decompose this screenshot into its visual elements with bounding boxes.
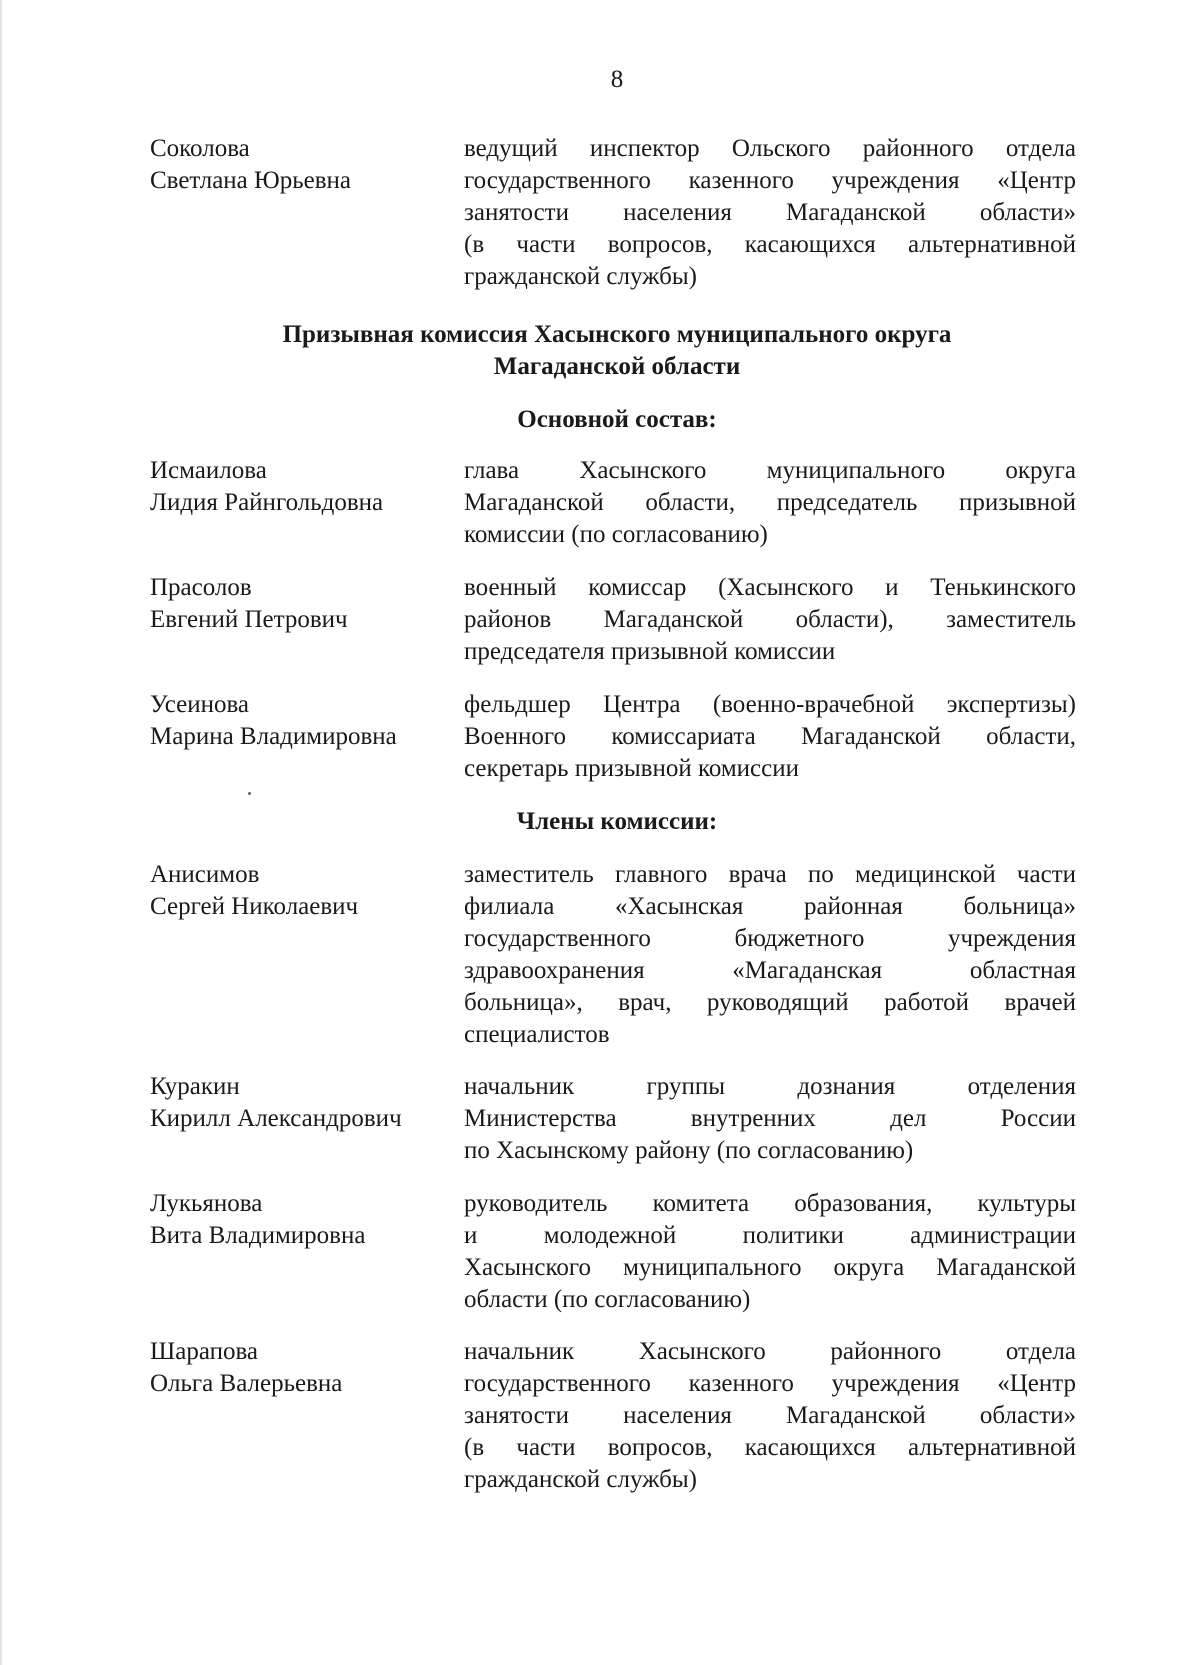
position-line: области (по согласованию) [464, 1286, 751, 1313]
member-name [150, 1336, 440, 1400]
member-position [464, 455, 1076, 551]
given-names: Ольга Валерьевна [150, 1370, 343, 1397]
member-name [150, 572, 440, 636]
given-names: Лидия Райнгольдовна [150, 489, 384, 516]
position-line: Министерства внутренних дел России [464, 1105, 1076, 1132]
position-line: специалистов [464, 1021, 610, 1048]
given-names: Евгений Петрович [150, 606, 348, 633]
given-names: Кирилл Александрович [150, 1105, 402, 1132]
surname: Куракин [150, 1073, 240, 1100]
position-line: руководитель комитета образования, культуры [464, 1190, 1076, 1217]
members-section-heading: Члены комиссии: [516, 808, 718, 835]
position-line: начальник Хасынского районного отдела [464, 1338, 1076, 1365]
given-names: Марина Владимировна [150, 723, 397, 750]
given-names: Светлана Юрьевна [150, 167, 352, 194]
member-position [464, 689, 1076, 785]
member-position [464, 133, 1076, 293]
position-line: гражданской службы) [464, 1466, 697, 1493]
position-line: районов Магаданской области), заместитель [464, 606, 1076, 633]
scan-speck [248, 792, 251, 795]
position-line: глава Хасынского муниципального округа [464, 457, 1076, 484]
member-name [150, 1188, 440, 1252]
member-name [150, 1071, 440, 1135]
surname: Прасолов [150, 574, 252, 601]
position-line: военный комиссар (Хасынского и Тенькинского [464, 574, 1076, 601]
member-position [464, 1188, 1076, 1316]
surname: Усеинова [150, 691, 250, 718]
surname: Исмаилова [150, 457, 267, 484]
member-position [464, 1336, 1076, 1496]
position-line: начальник группы дознания отделения [464, 1073, 1076, 1100]
member-position [464, 572, 1076, 668]
position-line: ведущий инспектор Ольского районного отдела [464, 135, 1076, 162]
member-name [150, 689, 440, 753]
position-line: Военного комиссариата Магаданской области, [464, 723, 1076, 750]
surname: Анисимов [150, 861, 260, 888]
position-line: председателя призывной комиссии [464, 638, 836, 665]
member-name [150, 133, 440, 197]
position-line: Хасынского муниципального округа Магаданской [464, 1254, 1076, 1281]
position-line: государственного казенного учреждения «Центр [464, 167, 1076, 194]
commission-title-line: Призывная комиссия Хасынского муниципального округа [282, 321, 952, 348]
position-line: Магаданской области, председатель призывной [464, 489, 1076, 516]
position-line: государственного бюджетного учреждения [464, 925, 1076, 952]
position-line: (в части вопросов, касающихся альтернативной [464, 231, 1076, 258]
position-line: комиссии (по согласованию) [464, 521, 768, 548]
position-line: секретарь призывной комиссии [464, 755, 800, 782]
member-name [150, 455, 440, 519]
position-line: фельдшер Центра (военно-врачебной экспертизы) [464, 691, 1076, 718]
member-position [464, 859, 1076, 1051]
given-names: Сергей Николаевич [150, 893, 359, 920]
position-line: здравоохранения «Магаданская областная [464, 957, 1076, 984]
commission-title [0, 319, 1200, 383]
surname: Соколова [150, 135, 250, 162]
member-name [150, 859, 440, 923]
page-number: 8 [610, 66, 624, 93]
surname: Шарапова [150, 1338, 259, 1365]
surname: Лукьянова [150, 1190, 263, 1217]
member-position [464, 1071, 1076, 1167]
position-line: больница», врач, руководящий работой врачей [464, 989, 1076, 1016]
main-section-heading: Основной состав: [517, 406, 717, 433]
given-names: Вита Владимировна [150, 1222, 366, 1249]
position-line: гражданской службы) [464, 263, 697, 290]
position-line: государственного казенного учреждения «Центр [464, 1370, 1076, 1397]
position-line: филиала «Хасынская районная больница» [464, 893, 1076, 920]
position-line: занятости населения Магаданской области» [464, 199, 1076, 226]
position-line: (в части вопросов, касающихся альтернативной [464, 1434, 1076, 1461]
position-line: заместитель главного врача по медицинской части [464, 861, 1076, 888]
commission-title-line: Магаданской области [493, 353, 741, 380]
position-line: занятости населения Магаданской области» [464, 1402, 1076, 1429]
position-line: и молодежной политики администрации [464, 1222, 1076, 1249]
position-line: по Хасынскому району (по согласованию) [464, 1137, 914, 1164]
